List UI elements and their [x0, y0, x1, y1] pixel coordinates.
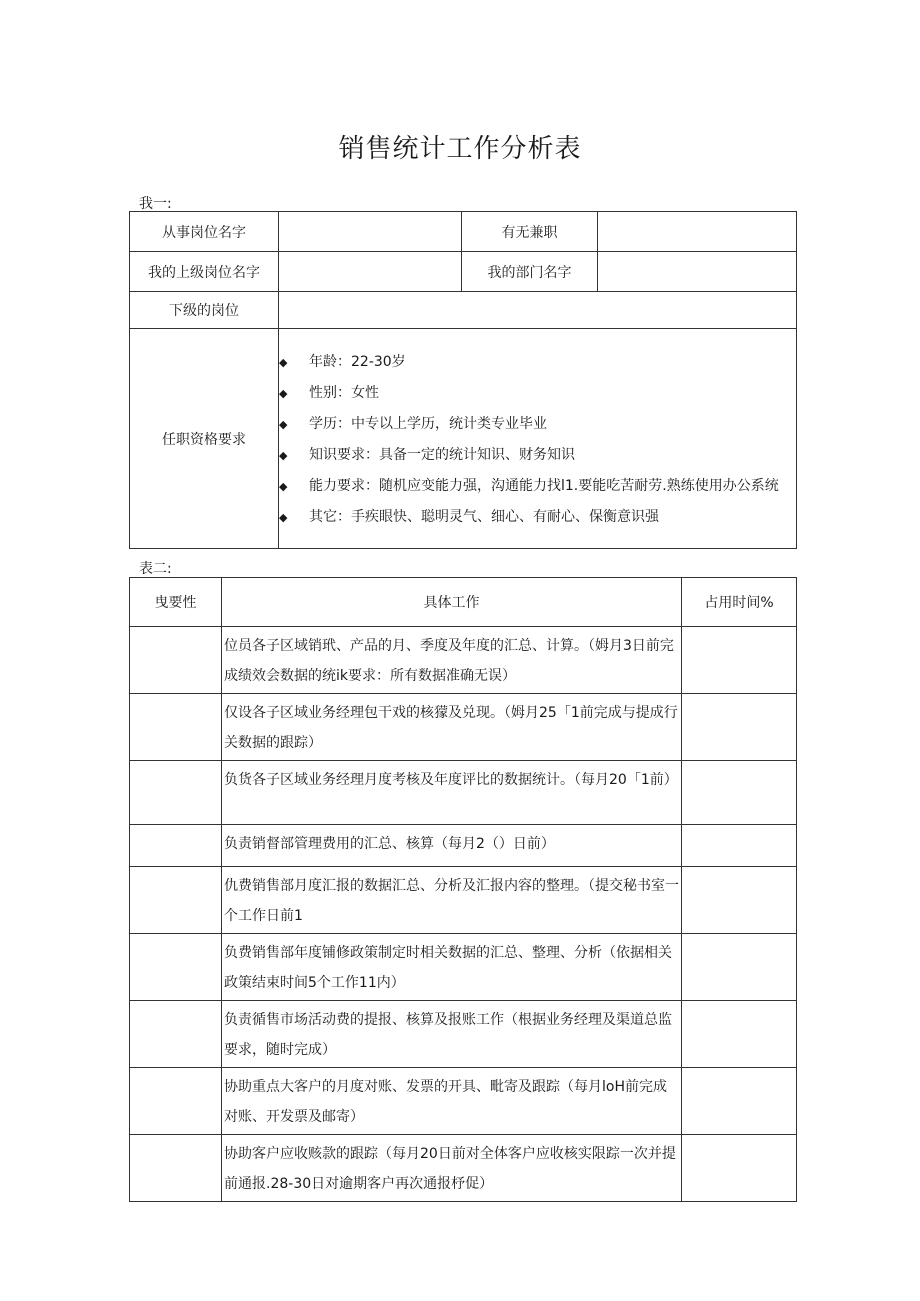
- requirement-text: 年龄：22-30岁: [309, 353, 406, 370]
- time-cell: [682, 694, 797, 761]
- superior-position-label: 我的上级岗位名字: [130, 252, 279, 292]
- work-cell: 仅设各子区域业务经理包干戏的核獴及兑现。（姆月25「1前完成与提成行关数据的跟踪）: [222, 694, 682, 761]
- table-row: [130, 1001, 797, 1068]
- diamond-bullet-icon: ◆: [279, 448, 288, 462]
- table-row: [130, 1135, 797, 1202]
- qualification-requirements: [279, 329, 797, 549]
- time-cell: [682, 934, 797, 1001]
- requirement-item: [279, 502, 796, 533]
- work-cell: 位员各子区域销玳、产品的月、季度及年度的汇总、计算。（姆月3日前完成绩效会数据的统ik要求：所有数据准确无误）: [222, 627, 682, 694]
- work-cell: 仇费销售部月度汇报的数据汇总、分析及汇报内容的整理。（提交秘书室一个工作日前1: [222, 867, 682, 934]
- department-value: [598, 252, 797, 292]
- importance-cell: [130, 934, 222, 1001]
- requirement-text: 性别：女性: [309, 384, 379, 401]
- time-cell: [682, 761, 797, 825]
- table-row: [130, 627, 797, 694]
- header-time: 占用时间%: [682, 578, 797, 627]
- work-cell: 负货各子区域业务经理月度考核及年度评比的数据统计。（每月20「1前）: [222, 761, 682, 825]
- work-cell: 负费销售部年度铺修政策制定时相关数据的汇总、整理、分析（依据相关政策结束时间5个工作11内）: [222, 934, 682, 1001]
- page-title: 销售统计工作分析表: [338, 134, 582, 164]
- work-cell: 协助重点大客户的月度对账、发票的开具、毗寄及跟踪（每月loH前完成对账、开发票及邮寄）: [222, 1068, 682, 1135]
- importance-cell: [130, 825, 222, 867]
- requirement-text: 其它：手疾眼快、聪明灵气、细心、有耐心、保衡意识强: [309, 508, 659, 525]
- table-row: [130, 761, 797, 825]
- table-row: [130, 1068, 797, 1135]
- diamond-bullet-icon: ◆: [279, 417, 288, 431]
- table-row: [130, 694, 797, 761]
- time-cell: [682, 867, 797, 934]
- table1-label: 我一:: [139, 196, 172, 212]
- time-cell: [682, 1068, 797, 1135]
- position-name-label: 从事岗位名字: [130, 212, 279, 252]
- importance-cell: [130, 761, 222, 825]
- time-cell: [682, 627, 797, 694]
- diamond-bullet-icon: ◆: [279, 355, 288, 369]
- table-row: [130, 934, 797, 1001]
- time-cell: [682, 1135, 797, 1202]
- work-cell: 负责循售市场活动费的提报、核算及报账工作（根据业务经理及渠道总监要求，随时完成）: [222, 1001, 682, 1068]
- importance-cell: [130, 1135, 222, 1202]
- table2-label: 表二:: [139, 561, 172, 577]
- qualification-label: 任职资格要求: [130, 329, 279, 549]
- requirement-text: 能力要求：随机应变能力强，沟通能力找l1.要能吃苦耐劳.熟练使用办公系统: [309, 477, 779, 494]
- requirement-item: [279, 409, 796, 440]
- importance-cell: [130, 627, 222, 694]
- requirement-text: 知识要求：具备一定的统计知识、财务知识: [309, 446, 575, 463]
- requirement-item: [279, 440, 796, 471]
- work-cell: 负责销督部管理费用的汇总、核算（每月2（）日前）: [222, 825, 682, 867]
- department-label: 我的部门名字: [462, 252, 598, 292]
- requirement-item: [279, 471, 796, 502]
- table-row: [130, 825, 797, 867]
- time-cell: [682, 825, 797, 867]
- superior-position-value: [279, 252, 462, 292]
- importance-cell: [130, 1001, 222, 1068]
- requirement-item: [279, 347, 796, 378]
- importance-cell: [130, 694, 222, 761]
- position-info-table: [129, 211, 797, 549]
- requirement-text: 学历：中专以上学历，统计类专业毕业: [309, 415, 547, 432]
- work-analysis-table: [129, 577, 797, 1202]
- work-cell: 协助客户应收赅款的跟踪（每月20日前对全体客户应收核实限踪一次并提前通报.28-30日对逾期客户再次通报杼促）: [222, 1135, 682, 1202]
- time-cell: [682, 1001, 797, 1068]
- requirements-list: [279, 341, 796, 537]
- diamond-bullet-icon: ◆: [279, 479, 288, 493]
- subordinate-position-label: 下级的岗位: [130, 292, 279, 329]
- position-name-value: [279, 212, 462, 252]
- subordinate-position-value: [279, 292, 797, 329]
- part-time-value: [598, 212, 797, 252]
- header-work: 具体工作: [222, 578, 682, 627]
- importance-cell: [130, 1068, 222, 1135]
- header-importance: 曳要性: [130, 578, 222, 627]
- part-time-label: 有无兼职: [462, 212, 598, 252]
- table-row: [130, 867, 797, 934]
- requirement-item: [279, 378, 796, 409]
- importance-cell: [130, 867, 222, 934]
- diamond-bullet-icon: ◆: [279, 510, 288, 524]
- diamond-bullet-icon: ◆: [279, 386, 288, 400]
